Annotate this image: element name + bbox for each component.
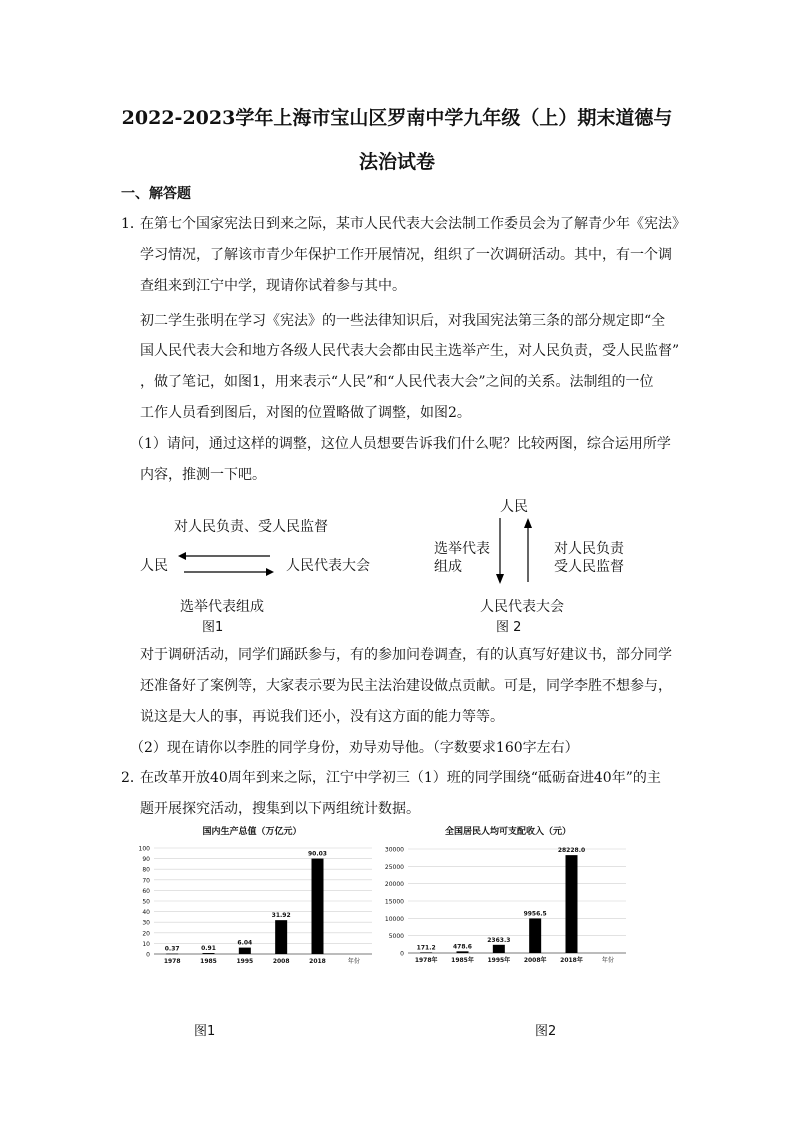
bar-value-label: 2363.3 — [487, 936, 511, 944]
fig2-arrow-down-head — [496, 574, 504, 584]
exam-title-line-2: 法治试卷 — [358, 151, 435, 173]
fig1-bottom-label: 选举代表组成 — [180, 599, 264, 615]
y-tick-label: 30 — [142, 919, 150, 927]
bar — [275, 920, 287, 954]
fig2-top-node: 人民 — [500, 499, 528, 515]
bar-value-label: 90.03 — [308, 850, 327, 858]
x-tick-label: 2018 — [309, 958, 326, 965]
y-tick-label: 30000 — [384, 846, 404, 854]
fig1-arrow-right-head — [266, 568, 274, 576]
x-tick-label: 2018年 — [560, 957, 583, 964]
q1-subquestion-2: （2）现在请你以李胜的同学身份，劝导劝导他。（字数要求160字左右） — [130, 740, 579, 756]
x-tick-label: 1985 — [200, 958, 217, 965]
x-tick-label: 1995年 — [487, 957, 511, 964]
q1-line: 说这是大人的事，再说我们还小，没有这方面的能力等等。 — [140, 709, 504, 725]
income-bar-chart — [376, 822, 636, 972]
x-tick-label: 2008 — [272, 958, 290, 965]
bar-value-label: 9956.5 — [523, 910, 547, 918]
fig1-top-label: 对人民负责、受人民监督 — [174, 519, 328, 535]
fig2-arrows — [492, 516, 536, 586]
y-tick-label: 20000 — [384, 881, 404, 889]
x-tick-label: 1985年 — [451, 957, 474, 964]
q1-line: 还准备好了案例等，大家表示要为民主法治建设做点贡献。可是，同学李胜不想参与， — [140, 678, 672, 694]
x-tick-label: 2008年 — [523, 957, 547, 964]
fig2-left-label-2: 组成 — [434, 559, 462, 575]
y-tick-label: 40 — [142, 909, 150, 917]
bar-value-label: 28228.0 — [557, 847, 586, 855]
q1-line: 对于调研活动，同学们踊跃参与，有的参加问卷调查，有的认真写好建议书，部分同学 — [140, 647, 672, 663]
q1-line: 国人民代表大会和地方各级人民代表大会都由民主选举产生，对人民负责，受人民监督” — [140, 343, 680, 359]
y-tick-label: 0 — [146, 951, 150, 959]
bar — [420, 952, 432, 953]
fig2-bottom-node: 人民代表大会 — [480, 599, 564, 615]
bar — [166, 954, 178, 955]
gdp-bar-chart — [132, 822, 382, 972]
bar — [566, 855, 578, 953]
bar-value-label: 171.2 — [416, 944, 436, 952]
bar — [239, 948, 251, 954]
y-tick-label: 10000 — [384, 915, 404, 923]
q1-number: 1． — [121, 216, 144, 232]
q1-subquestion-1: （1）请问，通过这样的调整，这位人员想要告诉我们什么呢？比较两图，综合运用所学 — [130, 436, 671, 452]
figure-1-diagram — [130, 510, 390, 635]
bar-value-label: 478.6 — [453, 943, 472, 951]
y-tick-label: 15000 — [384, 898, 404, 906]
fig1-right-node: 人民代表大会 — [286, 558, 370, 574]
x-tick-label: 1978 — [163, 958, 181, 965]
fig2-right-label-2: 受人民监督 — [554, 559, 624, 575]
bar-value-label: 0.37 — [164, 945, 180, 953]
fig2-left-label-1: 选举代表 — [434, 541, 490, 557]
bar-value-label: 6.04 — [237, 939, 253, 947]
y-tick-label: 60 — [142, 887, 150, 895]
bar-value-label: 31.92 — [271, 912, 291, 920]
chart2-caption: 图2 — [535, 1024, 557, 1039]
fig1-left-node: 人民 — [140, 558, 168, 574]
q1-line: ，做了笔记，如图1，用来表示“人民”和“人民代表大会”之间的关系。法制组的一位 — [140, 374, 654, 390]
y-tick-label: 0 — [400, 950, 404, 958]
bar-value-label: 0.91 — [201, 945, 216, 953]
y-tick-label: 90 — [142, 856, 150, 864]
q1-line: 内容，推测一下吧。 — [140, 467, 266, 483]
q1-line: 初二学生张明在学习《宪法》的一些法律知识后，对我国宪法第三条的部分规定即“全 — [140, 313, 666, 329]
y-tick-label: 25000 — [384, 863, 404, 871]
fig2-right-label-1: 对人民负责 — [554, 541, 624, 557]
y-tick-label: 5000 — [388, 933, 404, 941]
q1-line: 学习情况，了解该市青少年保护工作开展情况，组织了一次调研活动。其中，有一个调 — [140, 247, 672, 263]
y-tick-label: 20 — [142, 930, 150, 938]
fig1-arrows — [178, 550, 278, 580]
q2-line: 在改革开放40周年到来之际，江宁中学初三（1）班的同学围绕“砥砺奋进40年”的主 — [140, 770, 661, 786]
bar — [529, 918, 541, 953]
q2-number: 2． — [121, 770, 144, 786]
chart-title: 国内生产总值（万亿元） — [202, 827, 302, 837]
q1-line: 在第七个国家宪法日到来之际，某市人民代表大会法制工作委员会为了解青少年《宪法》 — [140, 216, 686, 232]
y-tick-label: 80 — [142, 866, 150, 874]
q1-line: 工作人员看到图后，对图的位置略做了调整，如图2。 — [140, 405, 471, 421]
y-tick-label: 50 — [142, 898, 150, 906]
exam-title-line-1: 2022-2023学年上海市宝山区罗南中学九年级（上）期末道德与 — [121, 107, 673, 129]
figure-2-diagram — [428, 492, 638, 637]
chart1-caption: 图1 — [194, 1024, 216, 1039]
y-tick-label: 10 — [142, 940, 150, 948]
x-axis-label: 年份 — [347, 958, 360, 965]
fig2-arrow-up-head — [524, 518, 532, 528]
q1-line: 查组来到江宁中学，现请你试着参与其中。 — [140, 278, 406, 294]
fig1-caption: 图1 — [202, 620, 224, 635]
section-heading: 一、解答题 — [121, 186, 191, 202]
bar — [312, 859, 324, 954]
bar — [493, 945, 505, 953]
x-axis-label: 年份 — [601, 957, 614, 964]
fig1-arrow-left-head — [178, 552, 186, 560]
q2-line: 题开展探究活动，搜集到以下两组统计数据。 — [140, 801, 420, 817]
y-tick-label: 100 — [138, 845, 150, 853]
x-tick-label: 1978年 — [414, 957, 438, 964]
y-tick-label: 70 — [142, 877, 150, 885]
bar — [203, 953, 215, 954]
fig2-caption: 图 2 — [496, 620, 522, 635]
bar — [457, 951, 469, 953]
chart-title: 全国居民人均可支配收入（元） — [444, 827, 572, 837]
x-tick-label: 1995 — [236, 958, 254, 965]
